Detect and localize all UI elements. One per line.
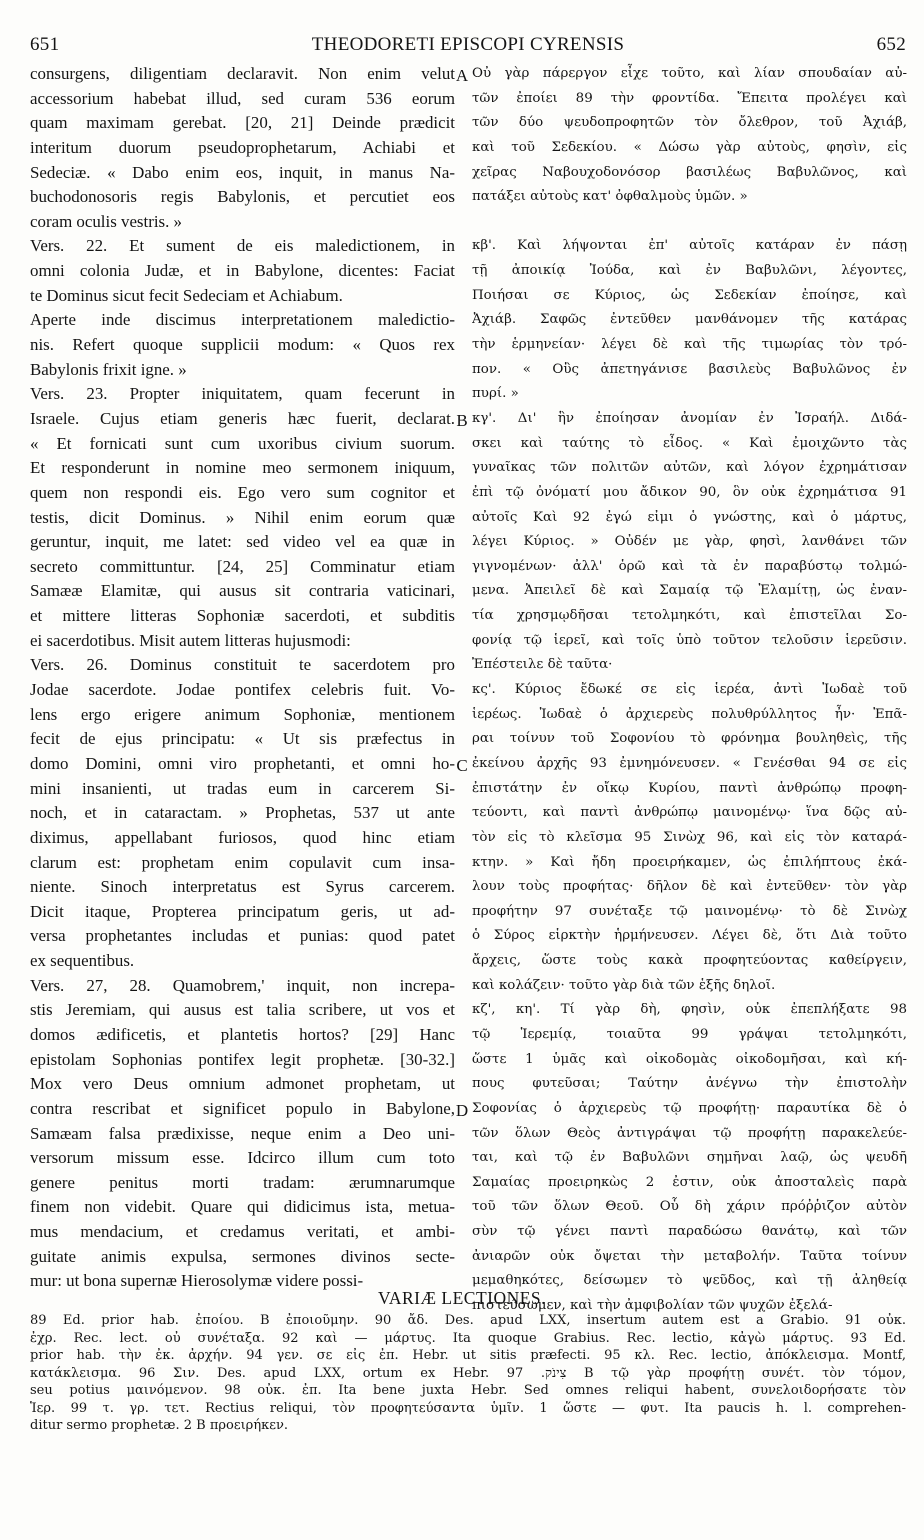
latin-text-line: genere penitus morti tradam: ærumnarumque	[30, 1172, 455, 1192]
section-marker-d: D	[455, 1101, 469, 1120]
latin-text-line: finem non videbit. Quare qui didicimus ista, metua-	[30, 1197, 455, 1217]
greek-text-line: τὴν ἑρμηνείαν· λέγει δὲ καὶ τῆς τιμωρίας τὸν τρό-	[472, 337, 907, 353]
greek-text-line: μενα. Ἀπειλεῖ δὲ καὶ Σαμαίᾳ τῷ Ἐλαμίτῃ, ὡς ἐναν-	[472, 583, 907, 599]
greek-text-line: φονίᾳ τῷ ἱερεῖ, καὶ τοῖς ὑπὸ τοῦτον τελοῦσιν ἱερεῦσιν.	[472, 632, 907, 648]
greek-text-line: τία χρησμῳδῆσαι τετολμηκότι, καὶ ἐπιστεῖλαι Σο-	[472, 608, 907, 624]
latin-text-line: accessorium habebat illud, sed curam 536 eorum	[30, 88, 455, 108]
latin-text-line: versorum missum esse. Idcirco illum cum toto	[30, 1148, 455, 1168]
greek-text-line: σκει καὶ ταύτης τὸ εἶδος. « Καὶ ἐμοιχῶντο τὰς	[472, 435, 907, 451]
greek-text-line: Ἀχιάβ. Σαφῶς ἐντεῦθεν μανθάνομεν τῆς κατάρας	[472, 312, 907, 328]
latin-text-line: Samæam falsa prædixisse, neque enim a Deo uni-	[30, 1123, 455, 1143]
latin-text-line: testis, dicit Dominus. » Nihil enim eorum quæ	[30, 507, 455, 527]
greek-text-line: γυναῖκας τῶν πολιτῶν αὐτῶν, καὶ λόγον ἐχρημάτισαν	[472, 460, 907, 476]
greek-text-line: τοῦ τῶν ὅλων Θεοῦ. Οὗ δὴ χάριν πρόῤῥιζον αὐτὸν	[472, 1199, 907, 1215]
greek-text-line: κτην. » Καὶ ἤδη προειρήκαμεν, ὡς ἐπιλήπτους ἐκά-	[472, 854, 907, 870]
latin-text-line: ei sacerdotibus. Misit autem litteras hujusmodi:	[30, 630, 351, 650]
latin-text-line: buchodonosoris regis Babylonis, et percutiet eos	[30, 187, 455, 207]
latin-text-line: mur: ut bona supernæ Hierosolymæ videre possi-	[30, 1271, 364, 1291]
greek-text-line: τῶν ἐποίει 89 τὴν φροντίδα. Ἔπειτα προλέγει καὶ	[472, 90, 907, 106]
latin-text-line: Vers. 26. Dominus constituit te sacerdotem pro	[30, 655, 455, 675]
variant-reading-line: Ἱερ. 99 τ. γρ. τετ. Rectius reliqui, τὸν προφητεύσαντα ὑμῖν. 1 ὥστε — φυτ. Ita paucis h. l. comprehen-	[30, 1400, 906, 1416]
latin-text-line: versa prophetantes includas et punias: quod patet	[30, 926, 455, 946]
greek-text-line: ἐκείνου ἀρχῆς 93 ἐμνημόνευσεν. « Γενέσθαι 94 σε εἰς	[472, 755, 907, 771]
latin-text-line: te Dominus sicut fecit Sedeciam et Achiabum.	[30, 285, 343, 305]
latin-text-line: Aperte inde discimus interpretationem maledictio-	[30, 310, 455, 330]
greek-text-line	[472, 210, 907, 235]
greek-text-line: πατάξει αὐτοὺς κατ' ὀφθαλμοὺς ὑμῶν. »	[472, 189, 748, 205]
greek-text-line: χεῖρας Ναβουχοδονόσορ βασιλέως Βαβυλῶνος, καὶ	[472, 164, 907, 180]
latin-text-line: Babylonis frixit igne. »	[30, 359, 187, 379]
greek-text-line: μεμαθηκότες, δείσωμεν τὸ ψεῦδος, καὶ τῇ ἀληθείᾳ	[472, 1273, 907, 1289]
greek-text-line: πυρί. »	[472, 386, 519, 402]
greek-text-line: τεύοντι, καὶ παντὶ ἀνθρώπῳ μαινομένῳ· ἵνα δῷς αὐ-	[472, 805, 907, 821]
variant-reading-line: 89 Ed. prior hab. ἐποίου. B ἐποιοῦμην. 90 ἄδ. Des. apud LXX, insertum autem est a Grabio. 91 οὐκ.	[30, 1313, 906, 1328]
page-number-right: 652	[876, 34, 906, 55]
greek-text-line: κς'. Κύριος ἔδωκέ σε εἰς ἱερέα, ἀντὶ Ἰωδαὲ τοῦ	[472, 682, 907, 698]
section-marker-a: A	[455, 66, 469, 85]
greek-text-line: ὥστε 1 ὑμᾶς καὶ οἰκοδομὰς οἰκοδομῆσαι, καὶ κή-	[472, 1051, 907, 1067]
latin-text-line: guitate animis expulsa, sermones divinos secte-	[30, 1246, 455, 1266]
greek-text-line: ἐπὶ τῷ ὀνόματί μου ἄδικον 90, ὃν οὐκ ἐχρημάτισα 91	[472, 484, 907, 500]
latin-column	[30, 62, 455, 1294]
latin-text-line: mus mendacium, et credamus veritati, et ambi-	[30, 1222, 455, 1242]
latin-text-line: epistolam Sophonias pontifex legit prophetæ. [30-32.]	[30, 1049, 455, 1069]
greek-text-line: κβ'. Καὶ λήψονται ἐπ' αὐτοῖς κατάραν ἐν πάσῃ	[472, 238, 907, 254]
greek-text-line: ἱερέως. Ἰωδαὲ ὁ ἀρχιερεὺς πολυθρύλλητος ἦν· Ἐπᾶ-	[472, 706, 907, 722]
greek-text-line: λέγει Κύριος. » Οὐδέν με γὰρ, φησὶ, λανθάνει τῶν	[472, 534, 907, 550]
variant-reading-line: κατάκλεισμα. 96 Σιν. Des. apud LXX, ortum ex Hebr. צִינֹק. 97 B τῷ γὰρ προφήτῃ συνέτ. τὸν τόμον,	[30, 1365, 906, 1381]
greek-text-line: Σαμαίας προειρηκὼς 2 ἐστιν, οὐκ ἀποσταλεὶς παρὰ	[472, 1174, 907, 1190]
latin-text-line: domos ædificetis, et plantetis hortos? [29] Hanc	[30, 1024, 455, 1044]
latin-text-line: lens ergo erigere animum Sophoniæ, mentionem	[30, 704, 455, 724]
latin-text-line: clarum est: prophetam enim copulavit cum insa-	[30, 852, 455, 872]
latin-text-line: « Et fornicati sunt cum uxoribus civium suorum.	[30, 433, 455, 453]
greek-text-line: ἐπιστάτην ἐν οἴκῳ Κυρίου, παντὶ ἀνθρώπῳ προφη-	[472, 780, 907, 796]
latin-text-line: quam maximam gerebat. [20, 21] Deinde prædicit	[30, 113, 455, 133]
latin-text-line: contra rescribat et significet populo in Babylone,	[30, 1098, 455, 1118]
greek-text-line: Οὐ γὰρ πάρεργον εἶχε τοῦτο, καὶ λίαν σπουδαίαν αὐ-	[472, 66, 907, 81]
greek-text-line: αὐτοῖς Καὶ 92 ἐγώ εἰμι ὁ γνώστης, καὶ ὁ μάρτυς,	[472, 509, 907, 525]
greek-text-line: τῷ Ἱερεμίᾳ, τοιαῦτα 99 γράψαι τετολμηκότι,	[472, 1026, 907, 1042]
greek-text-line: ἀνιαρῶν οὐκ ὄψεται τὴν μεταβολήν. Ταῦτα τοίνυν	[472, 1248, 907, 1264]
latin-text-line: noch, et in cataractam. » Prophetas, 537 ut ante	[30, 803, 455, 823]
greek-text-line: ται, καὶ τῷ ἐν Βαβυλῶνι σημῆναι λαῷ, ὡς ψευδῆ	[472, 1150, 907, 1166]
latin-text-line: ex sequentibus.	[30, 951, 135, 971]
latin-text-line: geruntur, inquit, me latet: sed video vel ea quæ in	[30, 532, 455, 552]
latin-text-line: Dicit itaque, Propterea principatum geris, ut ad-	[30, 901, 455, 921]
section-marker-c: C	[456, 756, 468, 775]
latin-text-line: secreto committuntur. [24, 25] Comminatur etiam	[30, 556, 455, 576]
latin-text-line: domo Domini, omni viro prophetanti, et omni ho-	[30, 753, 455, 773]
running-title: THEODORETI EPISCOPI CYRENSIS	[311, 34, 625, 55]
latin-text-line: mini insanienti, ut tradas eum in carcerem Si-	[30, 778, 455, 798]
latin-text-line: Vers. 22. Et sument de eis maledictionem, in	[30, 236, 455, 256]
greek-column	[472, 62, 907, 1319]
greek-text-line: προφήτην 97 συνέταξε τῷ μαινομένῳ· τὸ δὲ Σινὼχ	[472, 903, 907, 919]
greek-text-line: πους φυτεῦσαι; Ταύτην ἀνέγνω τὴν ἐπιστολὴν	[472, 1076, 907, 1092]
latin-text-line: et mittere litteras Sophoniæ sacerdoti, et subditis	[30, 606, 455, 626]
latin-text-line: consurgens, diligentiam declaravit. Non enim velut	[30, 64, 455, 83]
greek-text-line: Ποιήσαι σε Κύριος, ὡς Σεδεκίαν ἐποίησε, καὶ	[472, 287, 907, 303]
variae-lectiones	[30, 1312, 906, 1435]
variant-reading-line: ἐχρ. Rec. lect. οὐ συνέταξα. 92 καὶ — μάρτυς. Ita quoque Grabius. Rec. lectio, κἀγὼ μάρτυς. 93 Ed.	[30, 1330, 906, 1346]
greek-text-line: πιστεύσωμεν, καὶ τὴν ἀμφιβολίαν τῶν ψυχῶν ἐξελά-	[472, 1298, 833, 1314]
greek-text-line: τῶν ὅλων Θεὸς ἀντιγράψαι τῷ προφήτῃ παρακελεύε-	[472, 1125, 907, 1141]
latin-text-line: Sedeciæ. « Dabo enim eos, inquit, in manus Na-	[30, 162, 455, 182]
greek-text-line: καὶ κολάζειν· τοῦτο γὰρ διὰ τῶν ἑξῆς δηλοῖ.	[472, 977, 776, 993]
page-number-left: 651	[30, 34, 60, 55]
greek-text-line: πον. « Οὓς ἀπετηγάνισε βασιλεὺς Βαβυλῶνος ἐν	[472, 361, 907, 377]
latin-text-line: diximus, appellabant furiosos, quod hinc etiam	[30, 827, 455, 847]
variant-reading-line: ditur sermo prophetæ. 2 B προειρήκεν.	[30, 1418, 289, 1433]
variae-lectiones-title: VARIÆ LECTIONES.	[377, 1288, 547, 1308]
greek-text-line: ραι τοίνυν τοῦ Σοφονίου τὸ φρόνημα βουληθεὶς, τῆς	[472, 731, 907, 747]
greek-text-line: Ἐπέστειλε δὲ ταῦτα·	[472, 657, 613, 673]
greek-text-line: τὸν εἰς τὸ κλεῖσμα 95 Σινὼχ 96, καὶ εἰς τὸν καταρά-	[472, 829, 907, 845]
latin-text-line: omni colonia Judæ, et in Babylone, dicentes: Faciat	[30, 261, 455, 281]
greek-text-line: τῇ ἀποικίᾳ Ἰούδα, καὶ ἐν Βαβυλῶνι, λέγοντες,	[472, 263, 907, 279]
latin-text-line: Israele. Cujus etiam generis hæc fuerit, declarat.	[30, 408, 455, 428]
latin-text-line: Mox vero Deus omnium admonet prophetam, ut	[30, 1074, 455, 1094]
latin-text-line: Et responderunt in nomine meo sermonem iniquum,	[30, 458, 455, 478]
latin-text-line: Jodae sacerdote. Jodae pontifex celebris fuit. Vo-	[30, 680, 455, 700]
latin-text-line: fecit de ejus principatu: « Ut sis præfectus in	[30, 729, 455, 749]
latin-text-line: nis. Refert quoque supplicii modum: « Quos rex	[30, 335, 455, 355]
greek-text-line: τῶν δύο ψευδοπροφητῶν τὸν ὄλεθρον, τοῦ Ἀχιάβ,	[472, 115, 907, 131]
latin-text-line: coram oculis vestris. »	[30, 211, 182, 231]
greek-text-line: ἄρχεις, ὥστε τοὺς κακὰ προφητεύοντας καθείργειν,	[472, 953, 907, 969]
latin-text-line: Samææ Elamitæ, qui ausus sit contraria vaticinari,	[30, 581, 455, 601]
latin-text-line: interitum duorum pseudoprophetarum, Achiabi et	[30, 137, 455, 157]
greek-text-line: κγ'. Δι' ἣν ἐποίησαν ἀνομίαν ἐν Ἰσραήλ. Διδά-	[472, 410, 907, 426]
greek-text-line: κζ', κη'. Τί γὰρ δὴ, φησὶν, οὐκ ἐπεπλήξατε 98	[472, 1002, 907, 1018]
greek-text-line: καὶ τοῦ Σεδεκίου. « Δώσω γὰρ αὐτοὺς, φησὶν, εἰς	[472, 139, 907, 155]
section-marker-b: B	[456, 411, 468, 430]
variant-reading-line: seu potius μαινόμενον. 98 οὐκ. ἐπ. Ita bene juxta Hebr. Sed omnes reliqui habent, συνελοιδορήσατε τὸν	[30, 1383, 906, 1398]
latin-text-line: stis Jeremiam, qui ausus est talia scribere, ut vos et	[30, 1000, 455, 1020]
latin-text-line: niente. Sinoch interpretatus est Syrus carcerem.	[30, 877, 455, 897]
greek-text-line: σὺν τῷ γένει παντὶ παραδώσω θανάτῳ, καὶ τῶν	[472, 1224, 907, 1240]
greek-text-line: ὁ Σύρος εἱρκτὴν ἡρμήνευσεν. Λέγει δὲ, ὅτι Διὰ τοῦτο	[472, 928, 907, 944]
greek-text-line: λουν τοὺς προφήτας· δῆλον δὲ καὶ ἐντεῦθεν· τὸν γὰρ	[472, 879, 907, 895]
latin-text-line: quem non respondi eis. Ego vero sum cognitor et	[30, 482, 455, 502]
greek-text-line: Σοφονίας ὁ ἀρχιερεὺς τῷ προφήτῃ· παραυτίκα δὲ ὁ	[472, 1100, 907, 1116]
greek-text-line: γιγνομένων· ἀλλ' ὁρῶ καὶ τὰ ἐν παραβύστῳ τολμώ-	[472, 558, 907, 574]
latin-text-line: Vers. 27, 28. Quamobrem,' inquit, non increpa-	[30, 975, 455, 995]
running-header	[30, 34, 906, 60]
variant-reading-line: prior hab. τὴν ἐκ. ἀρχήν. 94 γεν. σε εἰς ἐπ. Hebr. ut sitis præfecti. 95 κλ. Rec. lectio, ἀπόκλεισμα. Montf,	[30, 1348, 906, 1363]
latin-text-line: Vers. 23. Propter iniquitatem, quam fecerunt in	[30, 384, 455, 404]
